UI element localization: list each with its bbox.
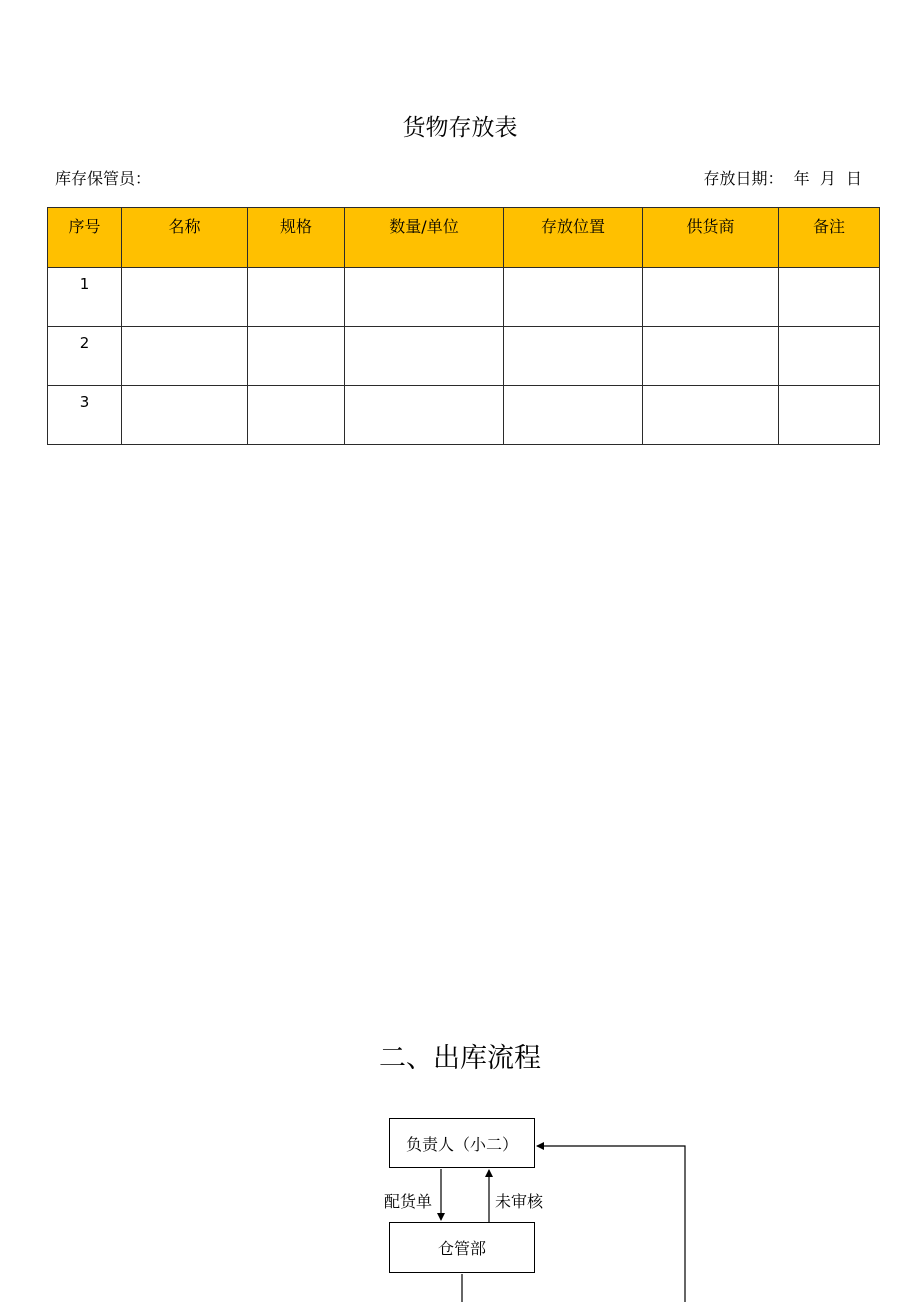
table-cell <box>248 268 345 327</box>
table-cell <box>345 386 504 445</box>
table-cell <box>248 386 345 445</box>
table-cell <box>779 268 880 327</box>
table-cell <box>779 386 880 445</box>
table-cell <box>248 327 345 386</box>
header-cell-spec: 规格 <box>248 208 345 268</box>
flow-label-unreviewed: 未审核 <box>495 1192 544 1211</box>
table-cell <box>779 327 880 386</box>
date-label: 存放日期： 年 月 日 <box>703 169 862 188</box>
table-cell: 2 <box>48 327 122 386</box>
table-header-row <box>48 208 880 268</box>
keeper-label: 库存保管员： <box>55 169 152 188</box>
table-row <box>48 386 880 445</box>
flow-node-responsible <box>389 1118 535 1168</box>
table-cell <box>643 386 779 445</box>
table-cell <box>122 327 248 386</box>
flow-node-warehouse <box>389 1222 535 1273</box>
table-row <box>48 327 880 386</box>
table-cell <box>122 386 248 445</box>
table-cell <box>122 268 248 327</box>
flow-label-dispatch: 配货单 <box>384 1192 433 1211</box>
table-cell: 1 <box>48 268 122 327</box>
flow-node-warehouse-label: 仓管部 <box>437 1239 486 1258</box>
header-cell-index: 序号 <box>48 208 122 268</box>
header-cell-name: 名称 <box>122 208 248 268</box>
table-cell <box>504 268 643 327</box>
table-cell <box>643 268 779 327</box>
table-cell <box>504 386 643 445</box>
document-title: 货物存放表 <box>402 115 518 141</box>
table-cell <box>504 327 643 386</box>
table-cell: 3 <box>48 386 122 445</box>
table-cell <box>345 268 504 327</box>
header-cell-remarks: 备注 <box>779 208 880 268</box>
header-cell-quantity: 数量/单位 <box>345 208 504 268</box>
storage-table <box>47 207 880 445</box>
table-cell <box>345 327 504 386</box>
section-title-outbound: 二、出库流程 <box>379 1043 541 1074</box>
header-cell-supplier: 供货商 <box>643 208 779 268</box>
header-cell-location: 存放位置 <box>504 208 643 268</box>
table-row <box>48 268 880 327</box>
table-cell <box>643 327 779 386</box>
flow-node-responsible-label: 负责人（小二） <box>405 1134 518 1154</box>
feedback-loop-line <box>537 1146 685 1302</box>
